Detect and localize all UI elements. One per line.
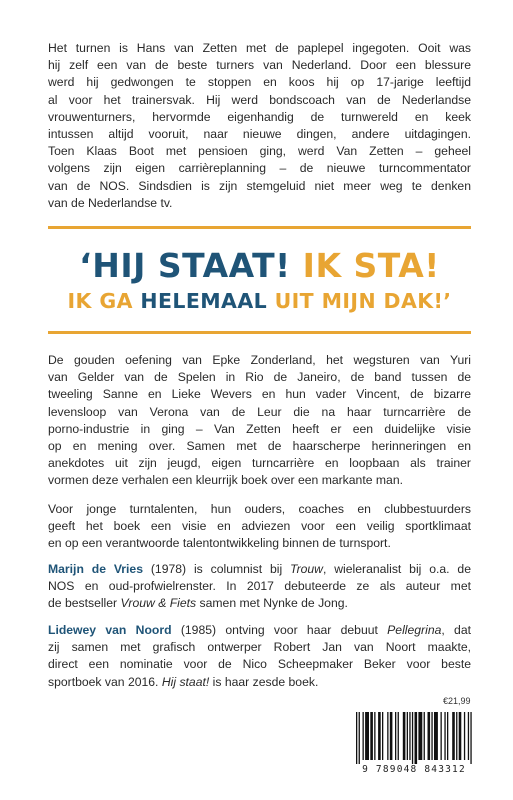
bio-text: (1978) is columnist bij [143,562,291,576]
top-divider [48,226,471,229]
barcode-bar [390,712,393,760]
barcode-bar [468,712,469,760]
barcode-bar [418,712,422,760]
author-name: Lidewey van Noord [48,623,172,637]
barcode-bar [456,712,457,760]
body-line: geeft het boek een visie en adviezen voor een veilig sportklimaat [48,519,471,534]
barcode-bar [447,712,448,760]
barcode-bar [356,712,357,764]
barcode-bar [415,712,418,764]
bio-text: , dat [441,623,471,637]
barcode-bar [470,712,471,764]
author-bio-marijn [48,561,471,613]
price-label: €21,99 [443,696,471,706]
body-line: De gouden oefening van Epke Zonderland, het wegsturen van Yuri [48,353,471,367]
barcode-bar [452,712,455,760]
bottom-divider [48,331,471,334]
barcode-bar [441,712,442,760]
barcode-bar [409,712,410,760]
intro-line: Het turnen is Hans van Zetten met de paplepel ingegoten. Ooit was [48,41,471,55]
intro-line: volgens zijn eigen carrièreplanning – de nieuwe turncommentator [48,161,471,176]
body-line: van Gelder van de Spelen in Rio de Janeiro, de band tussen de [48,370,471,385]
barcode-bar [363,712,364,760]
barcode-bar [444,712,445,760]
intro-line: van de NOS. Sindsdien is zijn stemgeluid niet meer weg te denken [48,178,471,193]
body-line: Voor jonge turntalenten, hun ouders, coaches en clubbestuurders [48,502,471,516]
intro-line: werd hij gedwongen te stoppen en koos hij op 17-jarige leeftijd [48,75,471,90]
body-line: anekdotes uit zijn jeugd, eigen turncarrière en loopbaan als trainer [48,456,471,471]
barcode-bar [398,712,399,760]
body-line: tweeling Sanne en Lieke Wevers en hun vader Vincent, de bizarre [48,387,471,402]
intro-line: intussen altijd vooruit, naar nieuwe dingen, andere uitdagingen. [48,127,471,142]
book-title: Pellegrina [387,623,442,637]
barcode-bar [459,712,462,760]
barcode-bar [382,712,383,760]
quote-text: IK STA! [302,246,440,285]
publication-name: Trouw [290,562,323,576]
bio-line: zij samen met grafisch ontwerper Robert Jan van Noort maakte, [48,640,471,655]
bio-text: sportboek van 2016. [48,674,162,689]
isbn-number: 9 789048 843312 [362,764,466,775]
barcode-bar [428,712,431,760]
bio-line [48,622,471,639]
barcode-bar [387,712,388,760]
barcode-bar [370,712,373,760]
body-paragraph-1 [48,352,471,490]
book-title: Hij staat! [161,674,210,689]
bio-text: , wieleranalist bij o.a. de [323,562,471,576]
intro-line: vrouwenturners, hervormde eigenhandig de turnwereld en keek [48,109,471,124]
pull-quote-line-1 [48,246,471,286]
author-name: Marijn de Vries [48,562,143,576]
author-bio-lidewey [48,622,471,691]
body-line: porno-industrie in ging – Van Zetten heeft er een duidelijke visie [48,421,471,436]
barcode-bar [431,712,432,760]
intro-line: al voor het trainersvak. Hij werd bondscoach van de Nederlandse [48,92,471,107]
barcode-bar [365,712,369,760]
barcode-bar [407,712,408,760]
intro-line: hij zelf een van de beste turners van Nederland. Door een blessure [48,58,471,73]
bio-text: de bestseller [48,596,121,611]
bio-text: samen met Nynke de Jong. [196,596,348,611]
barcode-bars [352,712,476,764]
intro-line: Toen Klaas Boot met pensioen ging, werd Van Zetten – geheel [48,144,471,159]
body-line: op en mening over. Samen met de haarscherpe herinneringen en [48,439,471,454]
body-line: en op een verantwoorde talentontwikkeling binnen de turnsport. [48,536,391,551]
book-title: Vrouw & Fiets [120,596,197,611]
barcode-bar [424,712,425,760]
body-paragraph-2 [48,501,471,553]
bio-line: NOS en oud-profwielrenster. In 2017 debuteerde ze als auteur met [48,579,471,594]
barcode-bar [403,712,406,760]
quote-text: HELEMAAL [140,289,268,313]
body-line: levensloop van Verona van de Leur die na haar turncarrière de [48,404,471,419]
bio-line [48,674,471,691]
quote-text: ‘HIJ STAAT! [79,246,291,285]
intro-paragraph [48,40,471,212]
bio-line: direct een nominatie voor de Nico Scheepmaker Beker voor beste [48,657,471,672]
pull-quote-line-2 [48,288,471,314]
isbn-barcode [346,708,478,780]
bio-line [48,595,471,612]
barcode-bar [359,712,360,764]
body-line: vormen deze verhalen een kleurrijk boek over een markante man. [48,473,403,488]
bio-text: is haar zesde boek. [209,674,319,689]
quote-text: UIT MIJN DAK!’ [274,289,452,313]
barcode-bar [395,712,396,760]
quote-text: IK GA [67,289,133,313]
barcode-bar [412,712,413,764]
barcode-bar [374,712,375,760]
bio-line [48,561,471,578]
barcode-bar [464,712,465,760]
intro-line: van de Nederlandse tv. [48,195,173,210]
bio-text: (1985) ontving voor haar debuut [171,623,388,637]
barcode-bar [434,712,438,760]
barcode-bar [378,712,381,760]
